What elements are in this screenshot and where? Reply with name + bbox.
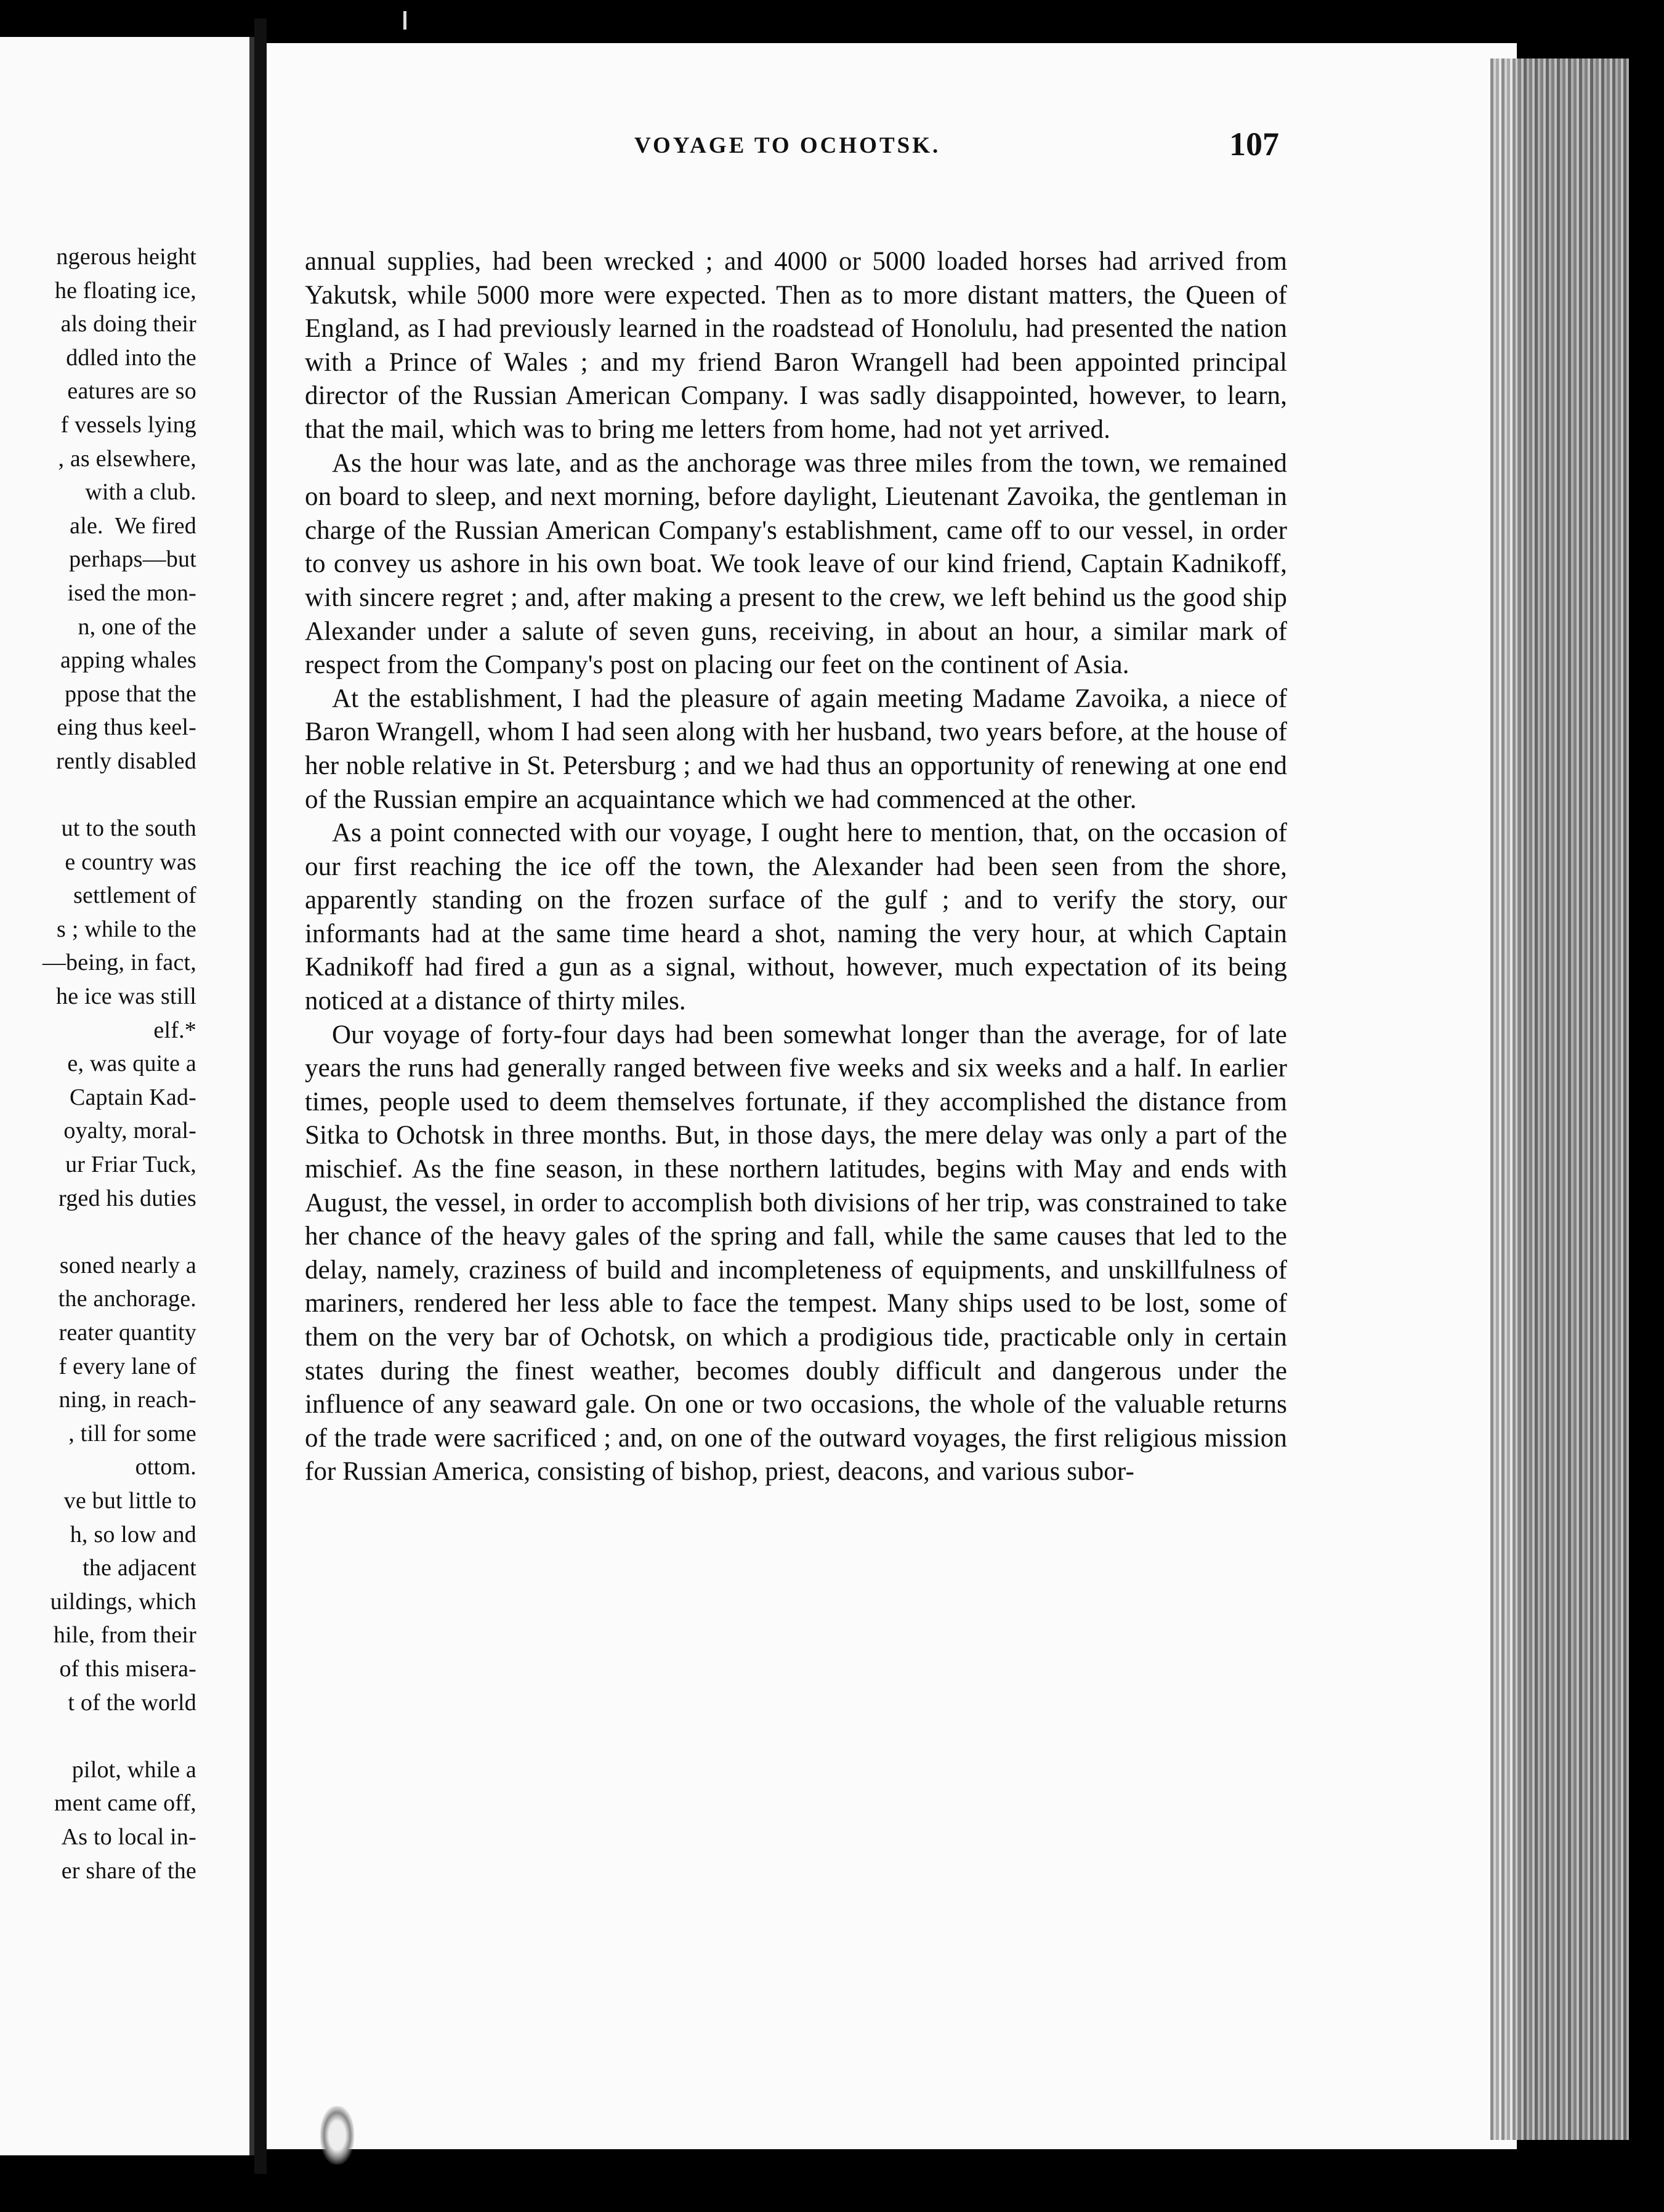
top-margin-mark — [403, 11, 406, 30]
paragraph: At the establishment, I had the pleasure of again meeting Madame Zavoika, a niece of Baron Wrangell, whom I had seen along with her husband, two years before, at the house of her noble relative in St. Petersburg ; and we had thus an opportunity of renewing at one end of the Russian empire an acquaintance which we had commenced at the other. — [305, 684, 1287, 814]
paragraph: annual supplies, had been wrecked ; and 4000 or 5000 loaded horses had arrived from Yakutsk, while 5000 more were expected. Then as to more distant matters, the Queen of England, as I had previously learned in the roadstead of Honolulu, had presented the nation with a Prince of Wales ; and my friend Baron Wrangell had been appointed principal director of the Russian American Company. I was sadly disappointed, however, to learn, that the mail, which was to bring me letters from home, had not yet arrived. — [305, 247, 1287, 444]
page-edges — [1490, 59, 1629, 2140]
paragraph: As a point connected with our voyage, I ought here to mention, that, on the occasion of our first reaching the ice off the town, the Alexander had been seen from the shore, apparently standing on the frozen surface of the gulf ; and to verify the story, our informants had at the same time heard a shot, naming the very hour, at which Captain Kadnikoff had fired a gun as a signal, without, however, much expectation of its being noticed at a distance of thirty miles. — [305, 818, 1287, 1016]
paragraph: As the hour was late, and as the anchorage was three miles from the town, we remained on board to sleep, and next morning, before daylight, Lieutenant Zavoika, the gentleman in charge of the Russian American Company's establishment, came off to our vessel, in order to convey us ashore in his own boat. We took leave of our kind friend, Captain Kadnikoff, with sincere regret ; and, after making a present to the crew, we left behind us the good ship Alexander under a salute of seven guns, receiving, in about an hour, a similar mark of respect from the Company's post on placing our feet on the continent of Asia. — [305, 448, 1287, 680]
page-number: 107 — [1229, 126, 1279, 163]
paragraph: Our voyage of forty-four days had been somewhat longer than the average, for of late years the runs had generally ranged between five weeks and six weeks and a half. In earlier times, people used to deem themselves fortunate, if they accomplished the distance from Sitka to Ochotsk in three months. But, in those days, the mere delay was only a part of the mischief. As the fine season, in these northern latitudes, begins with May and ends with August, the vessel, in order to accomplish both divisions of her trip, was constrained to take her chance of the heavy gales of the spring and fall, while the same causes that led to the delay, namely, craziness of build and incompleteness of equipments, and unskillfulness of mariners, rendered her less able to face the tempest. Many ships used to be lost, some of them on the very bar of Ochotsk, on which a prodigious tide, practicable only in certain states during the finest weather, becomes doubly difficult and dangerous under the influence of any seaward gale. On one or two occasions, the whole of the valuable returns of the trade were sacrificed ; and, on one of the outward voyages, the first religious mission for Russian America, consisting of bishop, priest, deacons, and various subor- — [305, 1020, 1287, 1487]
left-page-text-fragment: ngerous height he floating ice, als doing their ddled into the eatures are so f vessels lying , as elsewhere, with a club. ale. We fired perhaps—but ised the mon- n, one of the apping whales ppose that the eing thus keel- rently disabled ut to the south e country was settlement of s ; while to the —being, in fact, he ice was still elf.* e, was quite a Captain Kad- oyalty, moral- ur Friar Tuck, rged his duties soned nearly a the anchorage. reater quantity f every lane of ning, in reach- , till for some ottom. ve but little to h, so low and the adjacent uildings, which hile, from their of this misera- t of the world pilot, while a ment came off, As to local in- er share of the — [42, 244, 196, 1884]
left-page — [0, 37, 254, 2155]
ink-blot — [320, 2106, 354, 2165]
body-text — [305, 245, 1287, 1489]
book-gutter — [254, 18, 267, 2174]
running-head: VOYAGE TO OCHOTSK. — [634, 133, 941, 158]
